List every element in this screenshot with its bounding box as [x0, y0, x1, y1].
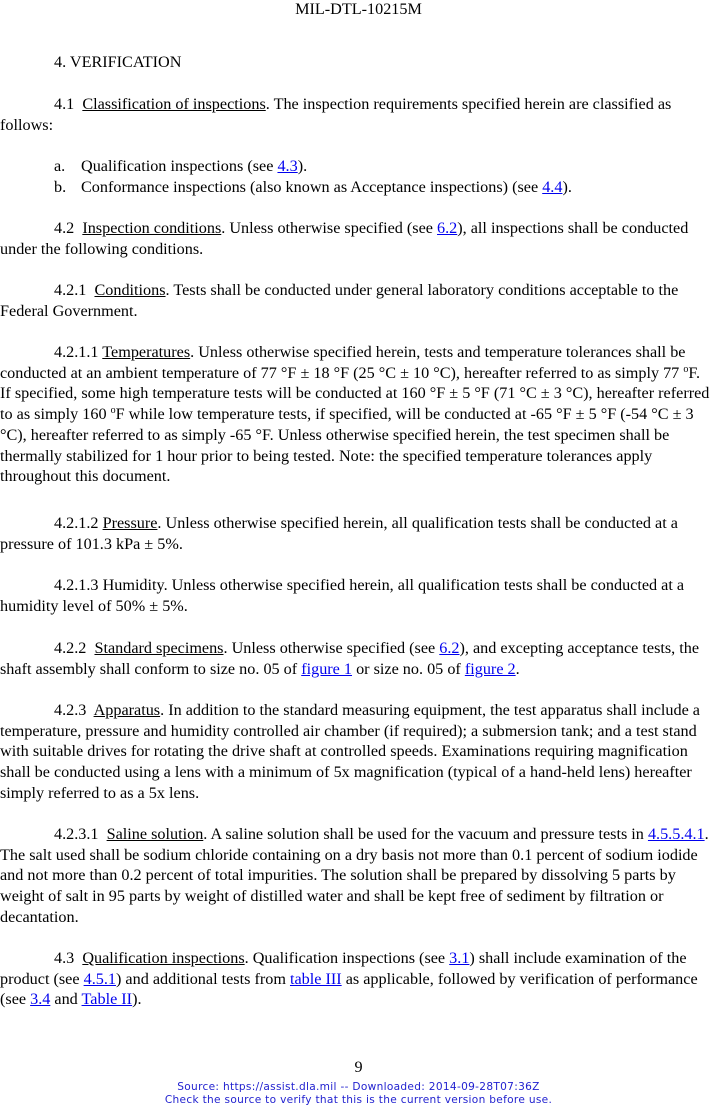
- paragraph-4-2-2: 4.2.2 Standard specimens. Unless otherwise specified (see 6.2), and excepting acceptance tests, the shaft assembly shall conform to size no. 05 of figure 1 or size no. 05 of figure 2.: [0, 639, 700, 678]
- link-4-5-5-4-1[interactable]: 4.5.5.4.1: [647, 825, 705, 843]
- link-figure-2[interactable]: figure 2: [464, 659, 516, 678]
- list-label: b.: [54, 178, 67, 196]
- paragraph-4-2-3: 4.2.3 Apparatus. In addition to the standard measuring equipment, the test apparatus shall include a temperature, pressure and humidity controlled air chamber (if required); a submersion tank; and a test stand with suitable drives for rotating the drive shaft at controlled speeds. Examinations requiring magnification shall be conducted using a lens with a minimum of 5x magnification (typical of a hand-held lens) hereafter simply referred to as a 5x lens.: [0, 701, 700, 802]
- paragraph-4-2-1-2: 4.2.1.2 Pressure. Unless otherwise specified herein, all qualification tests shall be conducted at a pressure of 101.3 kPa ± 5%.: [0, 514, 678, 553]
- paragraph-4-1: [0, 94, 713, 135]
- link-3-1[interactable]: 3.1: [449, 949, 470, 967]
- link-table-iii[interactable]: table III: [289, 969, 342, 988]
- paragraph-4-2-1: 4.2.1 Conditions. Tests shall be conducted under general laboratory conditions acceptable to the Federal Government.: [0, 281, 679, 320]
- link-6-2[interactable]: 6.2: [437, 219, 458, 237]
- page-header: MIL-DTL-10215M: [295, 0, 422, 18]
- list-item-b: b. Conformance inspections (also known as Acceptance inspections) (see 4.4).: [54, 178, 572, 196]
- link-4-3[interactable]: 4.3: [277, 157, 298, 175]
- link-figure-1[interactable]: figure 1: [301, 659, 353, 678]
- superscript-degree: o: [683, 363, 689, 375]
- link-4-4[interactable]: 4.4: [542, 178, 563, 196]
- paragraph-title: Classification of inspections: [82, 95, 266, 113]
- paragraph-4-2-1-3: 4.2.1.3 Humidity. Unless otherwise specified herein, all qualification tests shall be conducted at a humidity level of 50% ± 5%.: [0, 576, 685, 615]
- page-number: 9: [354, 1058, 363, 1076]
- footer-source-line: Source: https://assist.dla.mil -- Downloaded: 2014-09-28T07:36Z: [177, 1081, 540, 1093]
- paragraph-4-2-3-1: 4.2.3.1 Saline solution. A saline solution shall be used for the vacuum and pressure tests in 4.5.5.4.1. The salt used shall be sodium chloride containing on a dry basis not more than 0.1 percent of sodium iodide and not more than 0.2 percent of total impurities. The solution shall be prepared by dissolving 5 parts by weight of salt in 95 parts by weight of distilled water and shall be kept free of sediment by filtration or decantation.: [0, 825, 709, 926]
- section-heading-verification: 4. VERIFICATION: [54, 53, 182, 71]
- link-6-2[interactable]: 6.2: [439, 639, 460, 657]
- paragraph-4-2: 4.2 Inspection conditions. Unless otherwise specified (see 6.2), all inspections shall be conducted under the following conditions.: [0, 219, 689, 258]
- footer-verify-line: Check the source to verify that this is the current version before use.: [164, 1094, 553, 1106]
- list-item-a: a. Qualification inspections (see 4.3).: [54, 157, 308, 175]
- superscript-degree: o: [110, 405, 116, 417]
- list-label: a.: [54, 157, 66, 175]
- link-3-4[interactable]: 3.4: [30, 990, 51, 1009]
- paragraph-4-2-1-1: 4.2.1.1 Temperatures. Unless otherwise specified herein, tests and temperature tolerances shall be conducted at an ambient temperature of 77 °F ± 18 °F (25 °C ± 10 °C), hereafter referred to as simply 77 $^o$F. If specified, some high temperature tests will be conducted at 160 °F ± 5 °F (71 °C ± 3 °C), hereafter referred to as simply 160 $^o$F while low temperature tests, if specified, will be conducted at -65 °F ± 5 °F (-54 °C ± 3 °C), hereafter referred to as simply -65 °F. Unless otherwise specified herein, the test specimen shall be thermally stabilized for 1 hour prior to being tested. Note: the specified temperature tolerances apply throughout this document.: [0, 343, 710, 486]
- paragraph-text: . The inspection requirements specified herein are classified as follows:: [0, 95, 672, 134]
- link-4-5-1[interactable]: 4.5.1: [83, 969, 116, 988]
- paragraph-number: 4.1: [54, 95, 75, 113]
- link-table-ii[interactable]: Table II: [81, 990, 133, 1009]
- paragraph-4-3: 4.3 Qualification inspections. Qualification inspections (see 3.1) shall include examination of the product (see 4.5.1) and additional tests from table III as applicable, followed by verification of performance (see 3.4 and Table II).: [0, 949, 698, 1009]
